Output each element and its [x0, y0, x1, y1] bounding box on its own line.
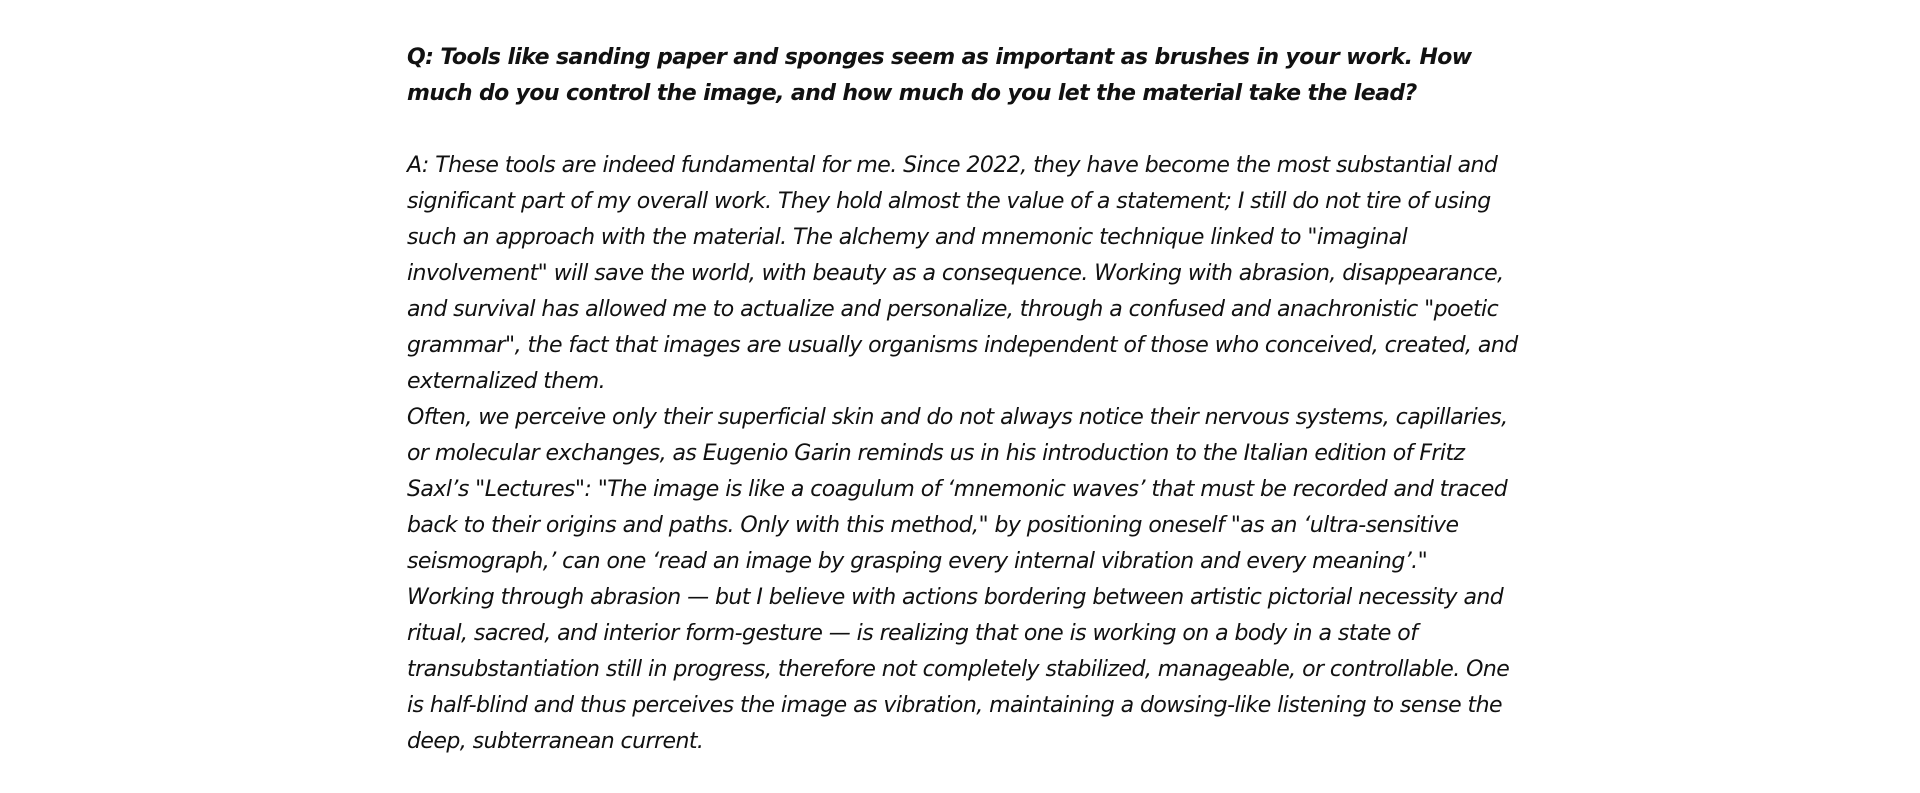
- answer-paragraph-2: Often, we perceive only their superficial skin and do not always notice their nervous systems, capillaries, or molecular exchanges, as Eugenio Garin reminds us in his introduction to the Italian edition of Fritz Saxl’s "Lectures": "The image is like a coagulum of ‘mnemonic waves’ that must be recorded and traced back to their origins and paths. Only with this method," by positioning oneself "as an ‘ultra-sensitive seismograph,’ can one ‘read an image by grasping every internal vibration and every meaning’.": [407, 405, 1508, 574]
- interview-answer: [407, 148, 1527, 760]
- interview-question: Q: Tools like sanding paper and sponges seem as important as brushes in your work. How much do you control the image, and how much do you let the material take the lead?: [407, 45, 1472, 106]
- interview-article: [407, 40, 1527, 760]
- answer-paragraph-3: Working through abrasion — but I believe with actions bordering between artistic pictorial necessity and ritual, sacred, and interior form-gesture — is realizing that one is working on a body in a state of transubstantiation still in progress, therefore not completely stabilized, manageable, or controllable. One is half-blind and thus perceives the image as vibration, maintaining a dowsing-like listening to sense the deep, subterranean current.: [407, 585, 1510, 754]
- answer-paragraph-1: A: These tools are indeed fundamental for me. Since 2022, they have become the most substantial and significant part of my overall work. They hold almost the value of a statement; I still do not tire of using such an approach with the material. The alchemy and mnemonic technique linked to "imaginal involvement" will save the world, with beauty as a consequence. Working with abrasion, disappearance, and survival has allowed me to actualize and personalize, through a confused and anachronistic "poetic grammar", the fact that images are usually organisms independent of those who conceived, created, and externalized them.: [407, 153, 1518, 394]
